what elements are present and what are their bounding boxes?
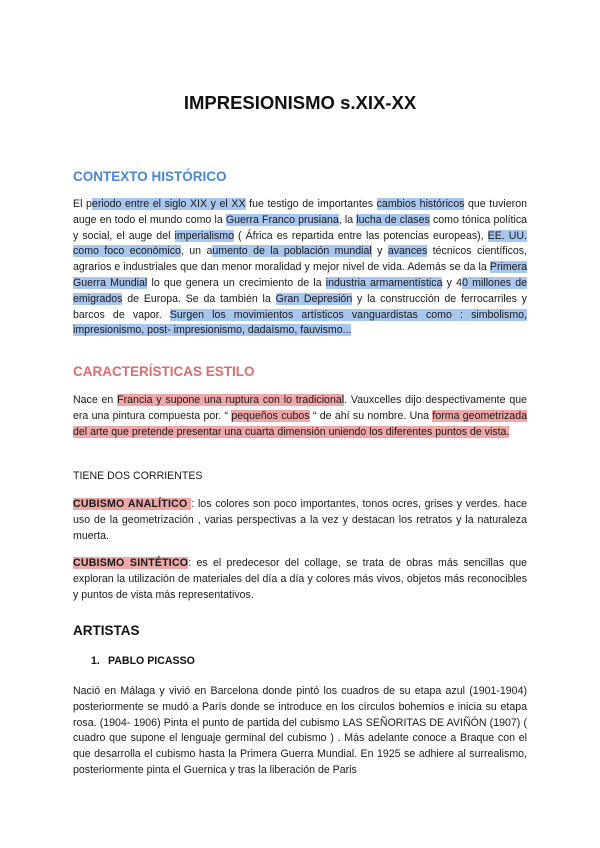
text-segment: , un a: [180, 245, 213, 258]
highlighted-text: Primera Guerra Mundial: [73, 261, 527, 289]
highlighted-text: EE. UU. como foco económico: [73, 229, 528, 258]
cubismo-sintetico-paragraph: [73, 556, 527, 603]
text-segment: El p: [73, 198, 92, 210]
cubismo-analitico-text: : los colores son poco importantes, tonos ocres, grises y verdes. hace uso de la geometrización , varias perspectivas a la vez y destacan los retratos y la naturaleza muerta.: [73, 498, 528, 542]
text-segment: . Vauxcelles dijo despectivamente que era una pintura compuesta por. “: [73, 394, 527, 422]
highlighted-text: avances: [387, 245, 428, 258]
text-segment: , la: [338, 213, 357, 226]
highlighted-text: Surgen los movimientos artísticos vanguardistas como : simbolismo, impresionismo, post- impresionismo, dadaísmo, fauvismo...: [73, 308, 527, 337]
text-segment: y: [371, 245, 388, 258]
page-title: IMPRESIONISMO s.XIX-XX: [183, 92, 417, 113]
highlighted-text: pequeños cubos: [231, 409, 310, 422]
text-segment: lo que genera un crecimiento de la: [147, 276, 326, 289]
text-segment: como tónica política y social, el auge del: [73, 213, 528, 242]
artistas-heading: ARTISTAS: [73, 623, 140, 638]
highlighted-text: industria armamentística: [325, 276, 443, 289]
highlighted-text: imperialismo: [174, 229, 234, 242]
list-item-picasso: [91, 655, 195, 667]
text-segment: “ de ahí su nombre. Una: [309, 409, 433, 422]
list-item-number: 1.: [91, 655, 100, 667]
highlighted-text: Francia y supone una ruptura con lo tradicional: [117, 394, 345, 406]
text-segment: ( África es repartida entre las potencias europeas),: [233, 229, 488, 242]
highlighted-text: umento de la población mundial: [212, 245, 372, 258]
contexto-paragraph: [73, 197, 527, 339]
text-segment: técnicos científicos, agrarios e industriales que dan menor moralidad y mejor nivel de vida. Además se da la: [73, 245, 528, 274]
corrientes-label: TIENE DOS CORRIENTES: [73, 470, 203, 482]
highlighted-text: Gran Depresión: [275, 292, 353, 305]
text-segment: fue testigo de importantes: [245, 198, 377, 210]
highlighted-text: 0 millones de emigrados: [73, 276, 528, 305]
highlighted-text: eriodo entre el siglo XIX y el XX: [91, 198, 246, 210]
cubismo-sintetico-label: CUBISMO SINTÉTICO: [73, 557, 189, 569]
highlighted-text: cambios históricos: [376, 198, 465, 210]
cubismo-sintetico-text: : es el predecesor del collage, se trata de obras más sencillas que exploran la utilización de materiales del día a día y colores más vivos, objetos más reconocibles y puntos de vista más representativos.: [73, 557, 527, 601]
text-segment: y la construcción de ferrocarriles y barcos de vapor.: [73, 292, 527, 321]
caracteristicas-paragraph: [73, 393, 527, 440]
text-segment: de Europa. Se da también la: [122, 292, 276, 305]
text-segment: que tuvieron auge en todo el mundo como la: [73, 198, 527, 226]
caracteristicas-heading: CARACTERÍSTICAS ESTILO: [73, 364, 255, 379]
picasso-bio: Nació en Málaga y vivió en Barcelona donde pintó los cuadros de su etapa azul (1901-1904) posteriormente se mudó a París donde se introduce en los círculos bohemios e inicia su etapa rosa. (1904- 1906) Pinta el punto de partida del cubismo LAS SEÑORITAS DE AVIÑÓN (1907) ( cuadro que supone el lenguaje germinal del cubismo ) . Más adelante conoce a Braque con el que desarrolla el cubismo hasta la Primera Guerra Mundial. En 1925 se adhiere al surrealismo, posteriormente pinta el Guernica y tras la liberación de Paris: [73, 685, 527, 776]
text-segment: Nace en: [73, 394, 118, 406]
cubismo-analitico-paragraph: [73, 497, 527, 544]
text-segment: y 4: [442, 276, 463, 289]
contexto-heading: CONTEXTO HISTÓRICO: [73, 169, 227, 184]
list-item-name: PABLO PICASSO: [108, 655, 195, 667]
highlighted-text: forma geometrizada del arte que pretende presentar una cuarta dimensión uniendo los diferentes puntos de vista.: [73, 409, 527, 438]
highlighted-text: lucha de clases: [356, 213, 430, 226]
highlighted-text: Guerra Franco prusiana: [225, 213, 339, 226]
cubismo-analitico-label: CUBISMO ANALÍTICO: [73, 498, 192, 510]
